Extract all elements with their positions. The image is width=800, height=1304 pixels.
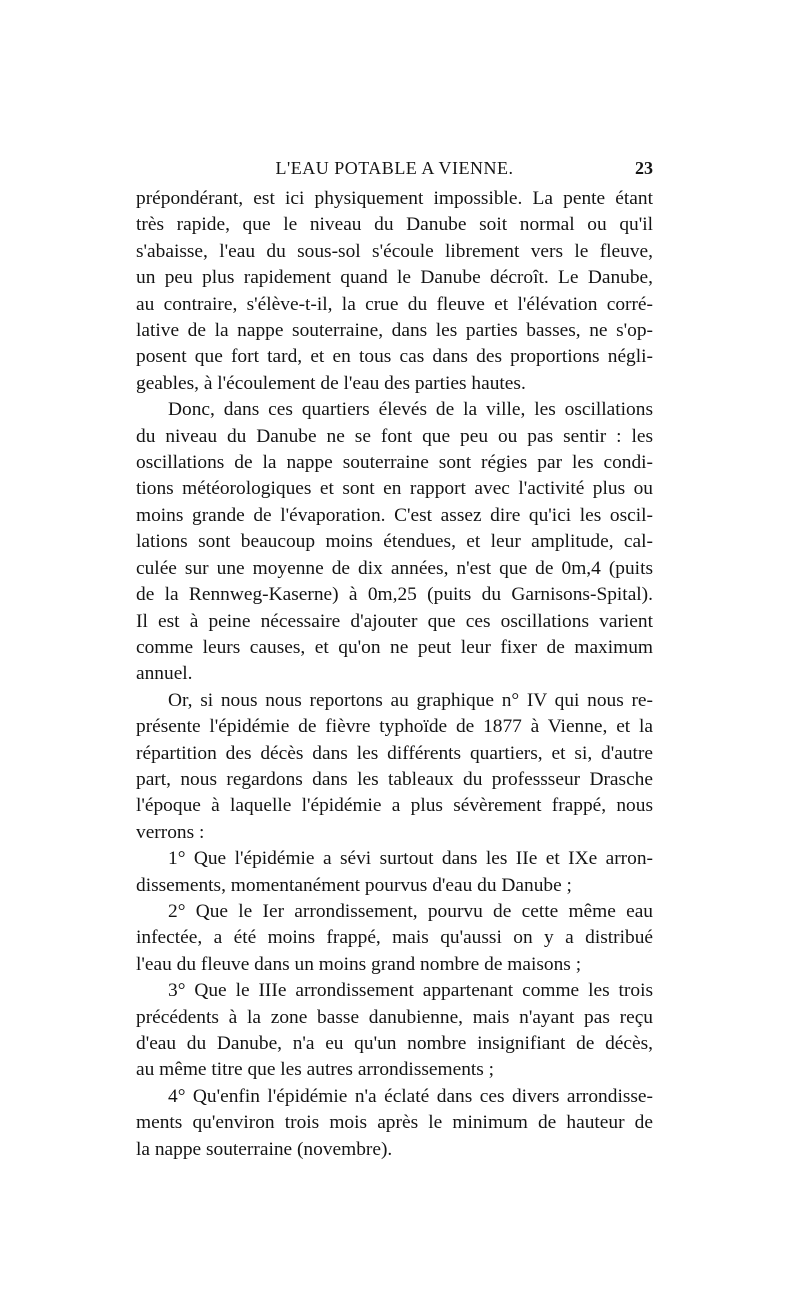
text-line: la nappe souterraine (novembre).	[136, 1138, 393, 1160]
list-item-2	[136, 899, 653, 978]
text-line: part, nous regardons dans les tableaux du professseur Drasche	[136, 768, 653, 790]
text-line: annuel.	[136, 663, 193, 685]
text-line: Or, si nous nous reportons au graphique n° IV qui nous re-	[168, 689, 653, 711]
text-line: l'eau du fleuve dans un moins grand nombre de maisons ;	[136, 953, 582, 975]
text-line: du niveau du Danube ne se font que peu ou pas sentir : les	[136, 425, 653, 447]
text-line: s'abaisse, l'eau du sous-sol s'écoule librement vers le fleuve,	[136, 240, 653, 262]
text-line: d'eau du Danube, n'a eu qu'un nombre insignifiant de décès,	[136, 1033, 653, 1054]
text-line: verrons :	[136, 821, 205, 843]
text-line: lative de la nappe souterraine, dans les parties basses, ne s'op-	[136, 320, 653, 342]
text-line: culée sur une moyenne de dix années, n'est que de 0m,4 (puits	[136, 557, 653, 579]
text-line: Il est à peine nécessaire d'ajouter que ces oscillations varient	[136, 610, 653, 632]
page-number: 23	[635, 158, 653, 178]
paragraph-continuation	[136, 186, 653, 397]
list-item-1	[136, 846, 653, 899]
text-line: répartition des décès dans les différents quartiers, et si, d'autre	[136, 742, 653, 764]
text-line: lations sont beaucoup moins étendues, et leur amplitude, cal-	[136, 531, 653, 553]
text-line: 1° Que l'épidémie a sévi surtout dans les IIe et IXe arron-	[168, 848, 653, 870]
text-line: infectée, a été moins frappé, mais qu'aussi on y a distribué	[136, 927, 653, 949]
running-title: L'EAU POTABLE A VIENNE.	[275, 158, 514, 178]
text-line: 4° Qu'enfin l'épidémie n'a éclaté dans ces divers arrondisse-	[168, 1085, 653, 1107]
text-line: ments qu'environ trois mois après le minimum de hauteur de	[136, 1112, 653, 1134]
text-line: un peu plus rapidement quand le Danube décroît. Le Danube,	[136, 267, 653, 289]
body-text	[136, 186, 653, 1163]
paragraph-oscillations	[136, 397, 653, 687]
text-line: posent que fort tard, et en tous cas dans des proportions négli-	[136, 346, 653, 368]
text-line: présente l'épidémie de fièvre typhoïde de 1877 à Vienne, et la	[136, 716, 653, 738]
text-line: au même titre que les autres arrondissements ;	[136, 1059, 495, 1081]
list-item-4	[136, 1084, 653, 1163]
text-line: geables, à l'écoulement de l'eau des parties hautes.	[136, 372, 526, 394]
text-line: précédents à la zone basse danubienne, mais n'ayant pas reçu	[136, 1006, 653, 1028]
paragraph-graphique	[136, 688, 653, 846]
text-line: très rapide, que le niveau du Danube soit normal ou qu'il	[136, 214, 653, 236]
text-line: 2° Que le Ier arrondissement, pourvu de cette même eau	[168, 900, 653, 922]
text-line: Donc, dans ces quartiers élevés de la ville, les oscillations	[168, 399, 653, 421]
text-line: prépondérant, est ici physiquement impossible. La pente étant	[136, 188, 653, 209]
text-line: oscillations de la nappe souterraine sont régies par les condi-	[136, 452, 653, 474]
text-line: comme leurs causes, et qu'on ne peut leur fixer de maximum	[136, 636, 653, 658]
text-line: 3° Que le IIIe arrondissement appartenant comme les trois	[168, 980, 653, 1002]
text-line: l'époque à laquelle l'épidémie a plus sévèrement frappé, nous	[136, 795, 653, 817]
text-line: moins grande de l'évaporation. C'est assez dire qu'ici les oscil-	[136, 504, 653, 526]
list-item-3	[136, 978, 653, 1084]
text-line: au contraire, s'élève-t-il, la crue du fleuve et l'élévation corré-	[136, 293, 653, 315]
text-line: dissements, momentanément pourvus d'eau du Danube ;	[136, 874, 572, 896]
text-line: tions météorologiques et sont en rapport avec l'activité plus ou	[136, 478, 653, 500]
running-head	[136, 154, 653, 182]
text-line: de la Rennweg-Kaserne) à 0m,25 (puits du Garnisons-Spital).	[136, 584, 653, 606]
